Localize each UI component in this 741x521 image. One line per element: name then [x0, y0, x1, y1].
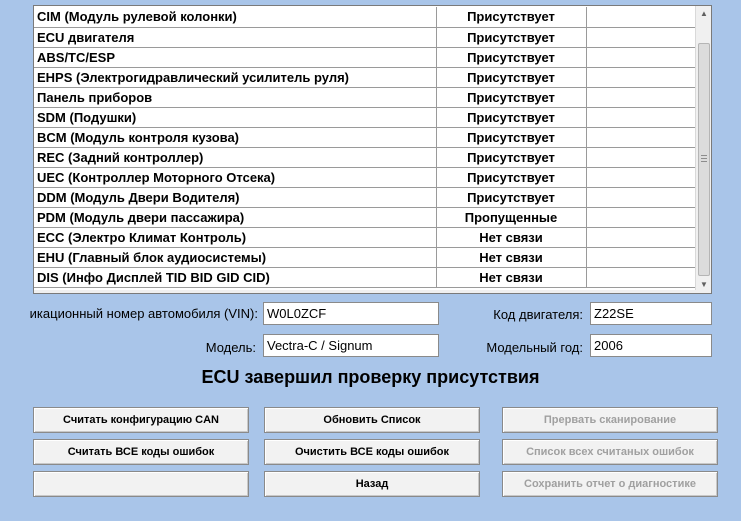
module-extra-cell [586, 27, 696, 47]
module-status-cell: Присутствует [436, 7, 586, 27]
module-name-cell: ECU двигателя [34, 27, 436, 47]
module-extra-cell [586, 107, 696, 127]
table-row[interactable] [34, 7, 696, 27]
model-year-field[interactable] [590, 334, 712, 357]
empty-button[interactable] [33, 471, 249, 497]
status-message: ECU завершил проверку присутствия [201, 367, 540, 387]
vertical-scrollbar[interactable] [695, 6, 711, 293]
module-status-cell: Присутствует [436, 47, 586, 67]
table-row[interactable] [34, 267, 696, 287]
module-extra-cell [586, 207, 696, 227]
module-name-cell: UEC (Контроллер Моторного Отсека) [34, 167, 436, 187]
module-status-cell: Нет связи [436, 227, 586, 247]
module-status-cell: Нет связи [436, 267, 586, 287]
table-row[interactable] [34, 47, 696, 67]
module-status-cell: Присутствует [436, 67, 586, 87]
engine-code-field[interactable] [590, 302, 712, 325]
module-extra-cell [586, 227, 696, 247]
table-row[interactable] [34, 67, 696, 87]
table-row[interactable] [34, 227, 696, 247]
grip-icon [701, 155, 707, 162]
module-extra-cell [586, 247, 696, 267]
table-row[interactable] [34, 187, 696, 207]
read-can-config-button[interactable]: Считать конфигурацию CAN [33, 407, 249, 433]
table-row[interactable] [34, 167, 696, 187]
table-row[interactable] [34, 207, 696, 227]
module-extra-cell [586, 87, 696, 107]
module-status-cell: Присутствует [436, 167, 586, 187]
table-row[interactable] [34, 127, 696, 147]
table-row[interactable] [34, 107, 696, 127]
engine-code-label: Код двигателя: [493, 307, 583, 322]
module-status-cell: Пропущенные [436, 207, 586, 227]
module-name-cell: ABS/TC/ESP [34, 47, 436, 67]
model-year-label: Модельный год: [486, 340, 583, 355]
scroll-up-arrow-icon[interactable]: ▲ [700, 9, 708, 18]
module-name-cell: DIS (Инфо Дисплей TID BID GID CID) [34, 267, 436, 287]
module-status-cell: Присутствует [436, 27, 586, 47]
all-read-dtc-list-button[interactable]: Список всех считаных ошибок [502, 439, 718, 465]
module-name-cell: EHPS (Электрогидравлический усилитель руля) [34, 67, 436, 87]
vin-field[interactable] [263, 302, 439, 325]
module-name-cell: CIM (Модуль рулевой колонки) [34, 7, 436, 27]
module-status-cell: Присутствует [436, 107, 586, 127]
model-label: Модель: [205, 340, 256, 355]
module-extra-cell [586, 167, 696, 187]
module-list[interactable] [33, 5, 712, 294]
read-all-dtc-button[interactable]: Считать ВСЕ коды ошибок [33, 439, 249, 465]
module-status-cell: Присутствует [436, 147, 586, 167]
module-name-cell: BCM (Модуль контроля кузова) [34, 127, 436, 147]
module-name-cell: REC (Задний контроллер) [34, 147, 436, 167]
module-name-cell: Панель приборов [34, 87, 436, 107]
abort-scan-button[interactable]: Прервать сканирование [502, 407, 718, 433]
table-row[interactable] [34, 87, 696, 107]
table-row[interactable] [34, 147, 696, 167]
module-extra-cell [586, 47, 696, 67]
table-row[interactable] [34, 27, 696, 47]
module-name-cell: DDM (Модуль Двери Водителя) [34, 187, 436, 207]
module-status-cell: Присутствует [436, 127, 586, 147]
vin-label: икационный номер автомобиля (VIN): [29, 306, 258, 321]
refresh-list-button[interactable]: Обновить Список [264, 407, 480, 433]
table-row[interactable] [34, 247, 696, 267]
module-extra-cell [586, 187, 696, 207]
module-table [34, 7, 697, 288]
module-status-cell: Присутствует [436, 187, 586, 207]
save-report-button[interactable]: Сохранить отчет о диагностике [502, 471, 718, 497]
module-status-cell: Нет связи [436, 247, 586, 267]
scroll-down-arrow-icon[interactable]: ▼ [700, 280, 708, 289]
scroll-thumb[interactable] [698, 43, 710, 276]
module-name-cell: ECC (Электро Климат Контроль) [34, 227, 436, 247]
back-button[interactable]: Назад [264, 471, 480, 497]
module-extra-cell [586, 147, 696, 167]
module-extra-cell [586, 67, 696, 87]
module-name-cell: EHU (Главный блок аудиосистемы) [34, 247, 436, 267]
module-status-cell: Присутствует [436, 87, 586, 107]
module-extra-cell [586, 7, 696, 27]
model-field[interactable] [263, 334, 439, 357]
module-name-cell: PDM (Модуль двери пассажира) [34, 207, 436, 227]
module-extra-cell [586, 267, 696, 287]
module-name-cell: SDM (Подушки) [34, 107, 436, 127]
module-extra-cell [586, 127, 696, 147]
horizontal-scrollbar[interactable] [34, 290, 696, 293]
clear-all-dtc-button[interactable]: Очистить ВСЕ коды ошибок [264, 439, 480, 465]
